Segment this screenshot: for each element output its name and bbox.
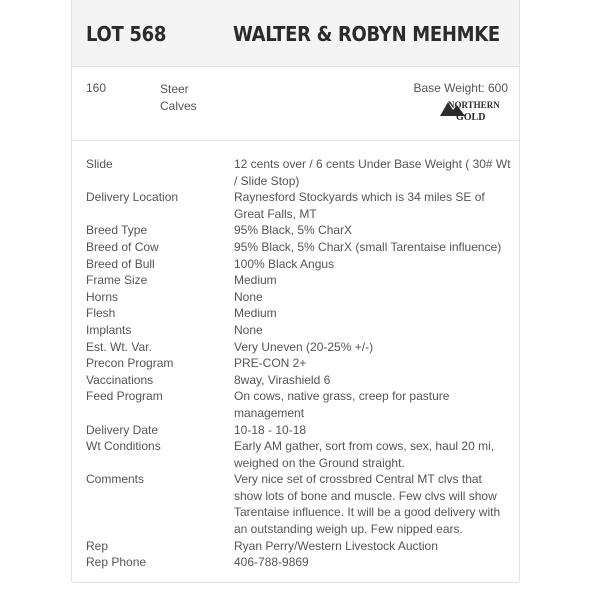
detail-label: Rep <box>86 538 109 553</box>
detail-value: None <box>234 322 263 337</box>
detail-row <box>86 554 511 571</box>
detail-label: Est. Wt. Var. <box>86 339 152 354</box>
detail-value: 10-18 - 10-18 <box>234 422 307 437</box>
detail-value: PRE-CON 2+ <box>234 356 307 371</box>
detail-row <box>86 189 511 222</box>
detail-value: Medium <box>234 306 277 321</box>
detail-row <box>86 289 511 306</box>
northern-gold-logo <box>438 96 508 124</box>
svg-text:NORTHERN: NORTHERN <box>448 100 500 110</box>
detail-label: Comments <box>86 472 145 487</box>
base-weight: Base Weight: 600 <box>413 81 508 95</box>
detail-row <box>86 355 511 372</box>
cattle-type: Steer Calves <box>160 82 197 113</box>
detail-value: 12 cents over / 6 cents Under Base Weight ( 30# Wt / Slide Stop) <box>234 157 511 188</box>
detail-value: 406-788-9869 <box>234 555 309 570</box>
detail-value: Ryan Perry/Western Livestock Auction <box>234 538 438 553</box>
detail-value: 100% Black Angus <box>234 256 335 271</box>
detail-row <box>86 438 511 471</box>
detail-value: None <box>234 289 263 304</box>
detail-value: Very nice set of crossbred Central MT clvs that show lots of bone and muscle. Few clvs will show Tarentaise influence. It will be a good delivery with an outstanding weigh up. Few nipped ears. <box>234 472 501 537</box>
head-count: 160 <box>86 81 107 95</box>
lot-card <box>71 0 520 583</box>
detail-label: Delivery Date <box>86 422 159 437</box>
detail-label: Vaccinations <box>86 372 154 387</box>
detail-row <box>86 156 511 189</box>
detail-row <box>86 422 511 439</box>
detail-label: Breed Type <box>86 223 148 238</box>
seller-name: WALTER & ROBYN MEHMKE <box>233 22 500 46</box>
detail-row <box>86 305 511 322</box>
detail-label: Feed Program <box>86 389 163 404</box>
detail-row <box>86 272 511 289</box>
detail-value: Early AM gather, sort from cows, sex, haul 20 mi, weighed on the Ground straight. <box>234 439 495 470</box>
detail-label: Horns <box>86 289 119 304</box>
detail-label: Flesh <box>86 306 116 321</box>
detail-label: Breed of Bull <box>86 256 155 271</box>
detail-label: Frame Size <box>86 273 148 288</box>
detail-value: 95% Black, 5% CharX (small Tarentaise influence) <box>234 239 502 254</box>
detail-value: On cows, native grass, creep for pasture management <box>234 389 450 420</box>
detail-value: Raynesford Stockyards which is 34 miles SE of Great Falls, MT <box>234 190 485 221</box>
detail-row <box>86 239 511 256</box>
detail-value: 8way, Virashield 6 <box>234 372 331 387</box>
detail-label: Implants <box>86 322 132 337</box>
detail-row <box>86 388 511 421</box>
detail-row <box>86 256 511 273</box>
detail-label: Precon Program <box>86 356 174 371</box>
detail-value: 95% Black, 5% CharX <box>234 223 353 238</box>
detail-label: Delivery Location <box>86 190 179 205</box>
detail-row <box>86 372 511 389</box>
lot-header <box>72 0 519 67</box>
detail-value: Very Uneven (20-25% +/-) <box>234 339 374 354</box>
details-list <box>86 156 511 571</box>
detail-label: Slide <box>86 157 113 171</box>
divider <box>72 140 519 141</box>
detail-row <box>86 222 511 239</box>
detail-row <box>86 322 511 339</box>
detail-label: Breed of Cow <box>86 239 159 254</box>
detail-row <box>86 471 511 537</box>
detail-row <box>86 538 511 555</box>
detail-row <box>86 339 511 356</box>
svg-text:GOLD: GOLD <box>456 112 486 123</box>
detail-value: Medium <box>234 273 277 288</box>
lot-number: LOT 568 <box>86 22 167 46</box>
detail-label: Rep Phone <box>86 555 147 570</box>
detail-label: Wt Conditions <box>86 439 161 454</box>
